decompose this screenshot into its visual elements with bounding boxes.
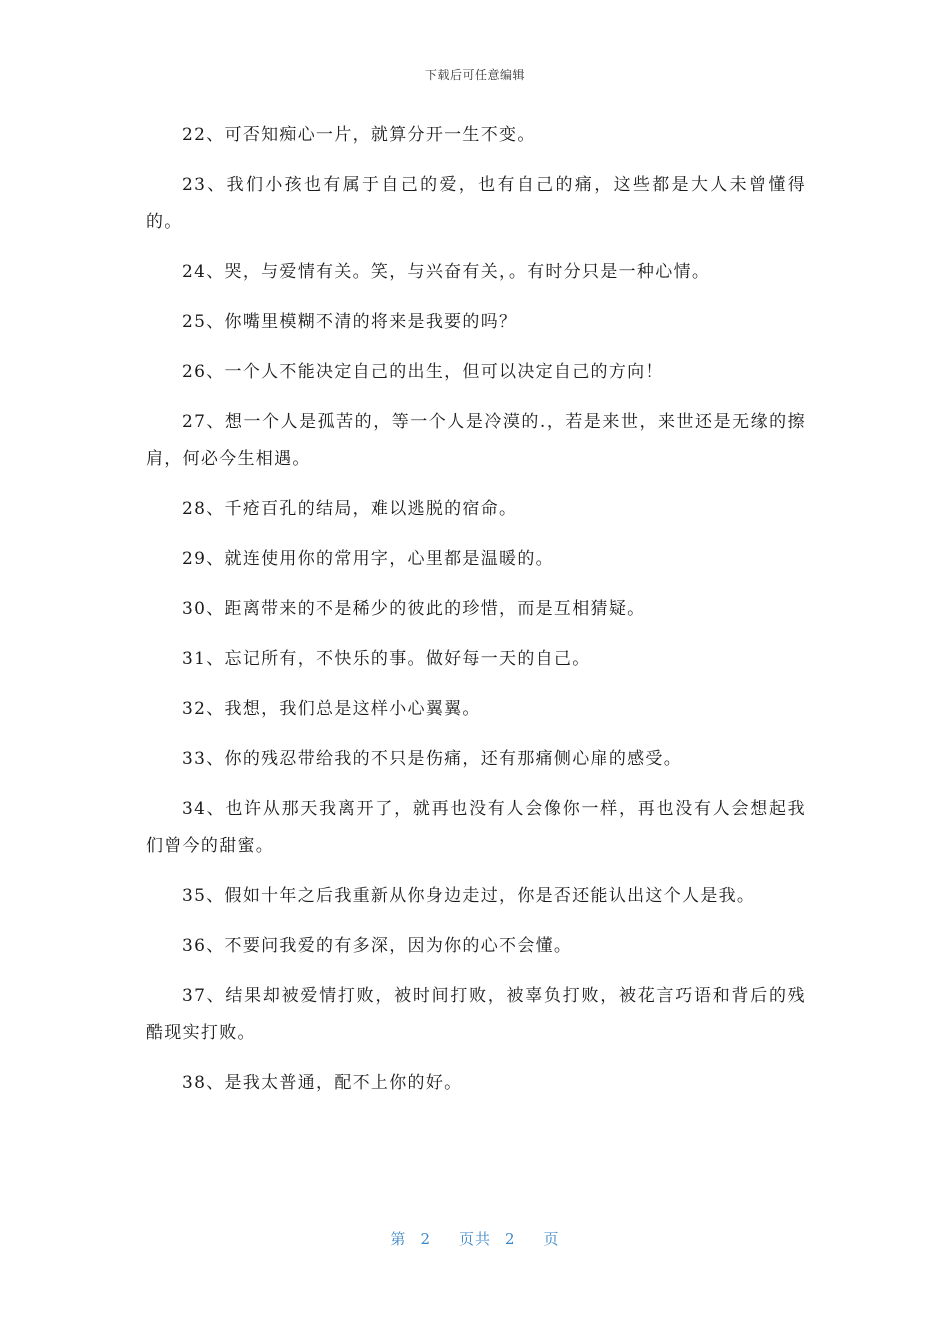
- document-body: [146, 117, 806, 1115]
- paragraph-29: 29、就连使用你的常用字，心里都是温暖的。: [182, 549, 554, 569]
- footer-middle: 页共: [458, 1230, 491, 1248]
- paragraph-25: 25、你嘴里模糊不清的将来是我要的吗？: [182, 312, 518, 332]
- paragraph-22: 22、可否知痴心一片，就算分开一生不变。: [182, 125, 536, 145]
- paragraph-27: 27、想一个人是孤苦的，等一个人是冷漠的.，若是来世，来世还是无缘的擦肩，何必今生相遇。: [146, 412, 806, 469]
- paragraph-38: 38、是我太普通，配不上你的好。: [182, 1073, 463, 1093]
- page-header: 下载后可任意编辑: [424, 68, 525, 82]
- paragraph-28: 28、千疮百孔的结局，难以逃脱的宿命。: [182, 499, 518, 519]
- footer-total-pages: 2: [505, 1230, 516, 1248]
- paragraph-26: 26、一个人不能决定自己的出生，但可以决定自己的方向！: [182, 362, 664, 382]
- paragraph-32: 32、我想，我们总是这样小心翼翼。: [182, 699, 481, 719]
- paragraph-37: 37、结果却被爱情打败，被时间打败，被辜负打败，被花言巧语和背后的残酷现实打败。: [146, 986, 806, 1043]
- paragraph-35: 35、假如十年之后我重新从你身边走过，你是否还能认出这个人是我。: [182, 886, 756, 906]
- footer-prefix: 第: [390, 1230, 407, 1248]
- footer-current-page: 2: [420, 1230, 431, 1248]
- paragraph-34: 34、也许从那天我离开了，就再也没有人会像你一样，再也没有人会想起我们曾今的甜蜜。: [146, 799, 806, 856]
- paragraph-30: 30、距离带来的不是稀少的彼此的珍惜，而是互相猜疑。: [182, 599, 646, 619]
- paragraph-24: 24、哭，与爱情有关。笑，与兴奋有关，。有时分只是一种心情。: [182, 262, 711, 282]
- paragraph-31: 31、忘记所有，不快乐的事。做好每一天的自己。: [182, 649, 591, 669]
- footer-suffix: 页: [543, 1230, 560, 1248]
- paragraph-33: 33、你的残忍带给我的不只是伤痛，还有那痛侧心扉的感受。: [182, 749, 683, 769]
- paragraph-23: 23、我们小孩也有属于自己的爱，也有自己的痛，这些都是大人未曾懂得的。: [146, 175, 806, 232]
- paragraph-36: 36、不要问我爱的有多深，因为你的心不会懂。: [182, 936, 573, 956]
- page-footer: [0, 1228, 950, 1249]
